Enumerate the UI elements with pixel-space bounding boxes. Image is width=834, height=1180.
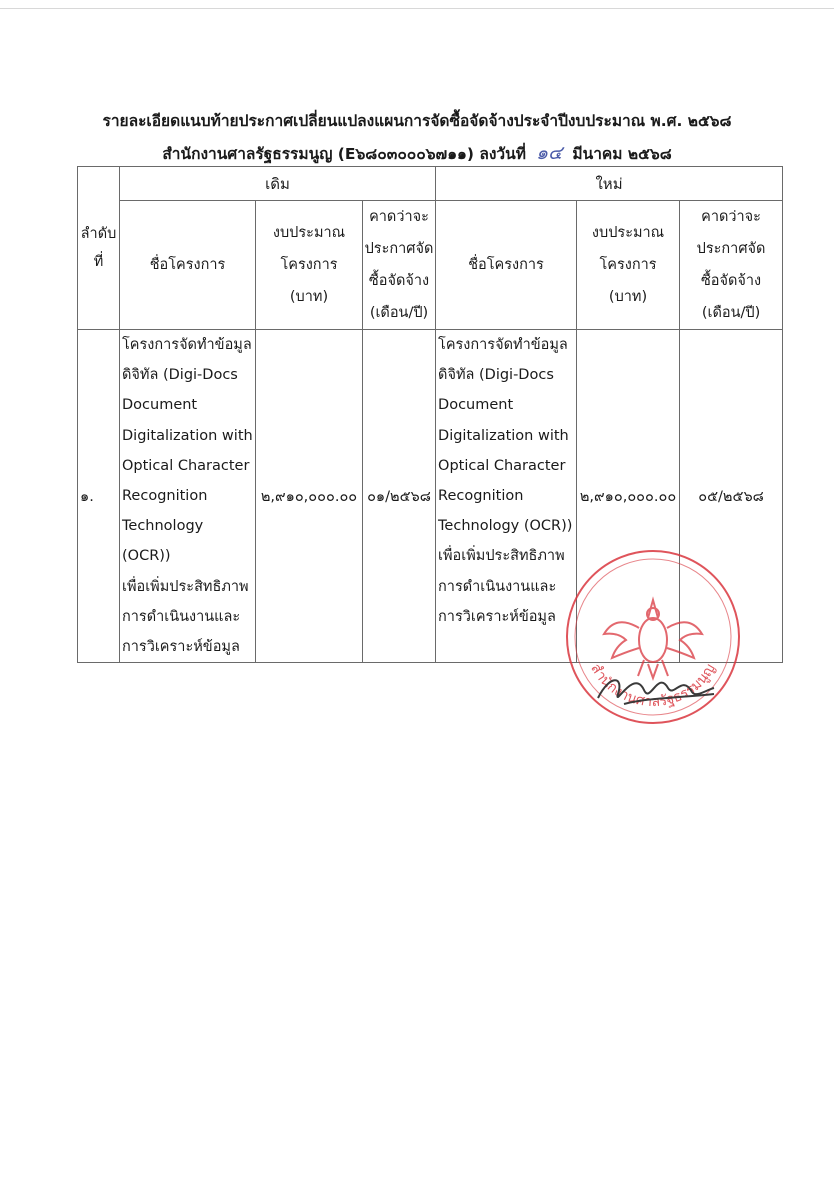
seal-inner-ring xyxy=(575,559,731,715)
new-budget: ๒,๙๑๐,๐๐๐.๐๐ xyxy=(577,330,680,663)
name-line: Digitalization with xyxy=(438,427,569,444)
header-line: งบประมาณ xyxy=(591,225,665,241)
seal-text: สำนักงานศาลรัฐธรรมนูญ xyxy=(587,661,719,711)
header-old-expected xyxy=(363,201,436,330)
header-line: (เดือน/ปี) xyxy=(369,305,429,321)
name-line: โครงการจัดทำข้อมูล xyxy=(438,337,568,353)
new-expected-date: ๐๕/๒๕๖๘ xyxy=(680,330,783,663)
header-old-budget xyxy=(256,201,363,330)
old-budget: ๒,๙๑๐,๐๐๐.๐๐ xyxy=(256,330,363,663)
handwritten-day: ๑๔ xyxy=(535,142,563,164)
row-seq: ๑. xyxy=(78,330,120,663)
new-project-name xyxy=(436,330,577,663)
old-expected-date: ๐๑/๒๕๖๘ xyxy=(363,330,436,663)
name-line: ดิจิทัล (Digi-Docs xyxy=(438,367,554,384)
name-line: การวิเคราะห์ข้อมูล xyxy=(122,639,240,656)
header-line: ประกาศจัด xyxy=(696,241,766,257)
header-line: (บาท) xyxy=(608,289,648,305)
name-line: Digitalization with xyxy=(122,427,253,444)
header-line: โครงการ xyxy=(280,257,338,273)
scan-top-edge xyxy=(0,8,834,9)
name-line: Recognition xyxy=(438,488,524,505)
name-line: ดิจิทัล (Digi-Docs xyxy=(122,367,238,384)
garuda-emblem-icon xyxy=(604,600,702,678)
header-group-new: ใหม่ xyxy=(436,167,783,201)
name-line: Document xyxy=(122,397,198,414)
document-subtitle xyxy=(0,138,834,168)
header-new-name: ชื่อโครงการ xyxy=(436,201,577,330)
official-seal-stamp xyxy=(564,548,742,726)
name-line: โครงการจัดทำข้อมูล xyxy=(122,337,252,353)
name-line: Technology (OCR)) xyxy=(122,518,204,565)
name-line: การวิเคราะห์ข้อมูล xyxy=(438,608,556,625)
header-line: โครงการ xyxy=(599,257,657,273)
name-line: เพื่อเพิ่มประสิทธิภาพ xyxy=(438,548,565,565)
header-new-expected xyxy=(680,201,783,330)
name-line: Optical Character xyxy=(122,457,250,474)
header-line: ซื้อจัดจ้าง xyxy=(700,273,762,289)
header-line: (เดือน/ปี) xyxy=(701,305,761,321)
subtitle-prefix: สำนักงานศาลรัฐธรรมนูญ (E๖๘๐๓๐๐๐๖๗๑๑) ลงวันที่ xyxy=(162,145,526,163)
name-line: Recognition xyxy=(122,488,208,505)
name-line: เพื่อเพิ่มประสิทธิภาพ xyxy=(122,578,249,595)
header-line: งบประมาณ xyxy=(272,225,346,241)
header-line: คาดว่าจะ xyxy=(369,209,429,225)
name-line: การดำเนินงานและ xyxy=(438,578,557,595)
name-line: การดำเนินงานและ xyxy=(122,608,241,625)
document-title: รายละเอียดแนบท้ายประกาศเปลี่ยนแปลงแผนการจัดซื้อจัดจ้างประจำปีงบประมาณ พ.ศ. ๒๕๖๘ xyxy=(102,112,732,130)
subtitle-suffix: มีนาคม ๒๕๖๘ xyxy=(572,145,672,163)
header-line: ประกาศจัด xyxy=(364,241,434,257)
header-old-name: ชื่อโครงการ xyxy=(120,201,256,330)
header-seq: ลำดับที่ xyxy=(78,167,120,330)
header-line: (บาท) xyxy=(289,289,329,305)
name-line: Technology (OCR)) xyxy=(438,518,573,535)
header-group-old: เดิม xyxy=(120,167,436,201)
old-project-name xyxy=(120,330,256,663)
header-line: คาดว่าจะ xyxy=(701,209,761,225)
name-line: Document xyxy=(438,397,514,414)
header-new-budget xyxy=(577,201,680,330)
name-line: Optical Character xyxy=(438,457,566,474)
header-line: ซื้อจัดจ้าง xyxy=(368,273,430,289)
